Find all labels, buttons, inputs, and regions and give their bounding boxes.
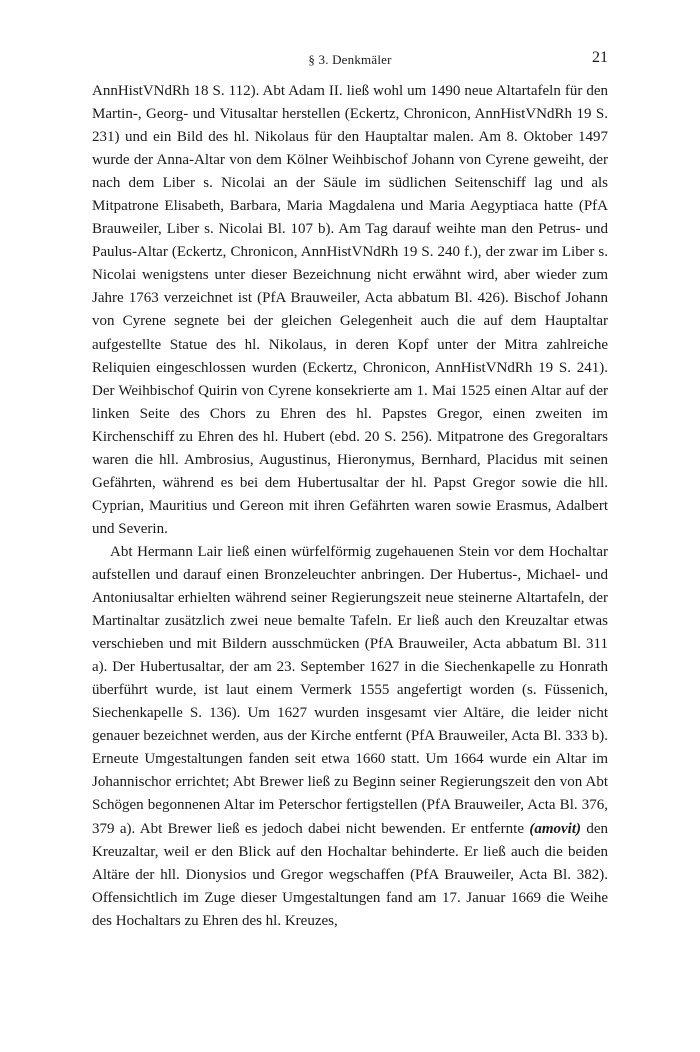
paragraph-2 (92, 541, 608, 933)
emphasized-term-amovit: (amovit) (529, 820, 581, 837)
paragraph-2-text-part-2: den Kreuzaltar, weil er den Blick auf den Hochaltar behinderte. Er ließ auch die beiden Altäre der hll. Dionysios und Gregor wegschaffen (PfA Brauweiler, Acta Bl. 382). Offensichtlich im Zuge dieser Umgestaltungen fand am 17. Januar 1669 die Weihe des Hochaltars zu Ehren des hl. Kreuzes, (92, 820, 608, 929)
paragraph-1-text: AnnHistVNdRh 18 S. 112). Abt Adam II. ließ wohl um 1490 neue Altartafeln für den Martin-, Georg- und Vitusaltar herstellen (Eckertz, Chronicon, AnnHistVNdRh 19 S. 231) und ein Bild des hl. Nikolaus für den Hauptaltar malen. Am 8. Oktober 1497 wurde der Anna-Altar von dem Kölner Weihbischof Johann von Cyrene geweiht, der nach dem Liber s. Nicolai an der Säule im südlichen Seitenschiff lag und als Mitpatrone Elisabeth, Barbara, Maria Magdalena und Maria Aegyptiaca hatte (PfA Brauweiler, Liber s. Nicolai Bl. 107 b). Am Tag darauf weihte man den Petrus- und Paulus-Altar (Eckertz, Chronicon, AnnHistVNdRh 19 S. 240 f.), der zwar im Liber s. Nicolai wenigstens unter dieser Bezeichnung nicht erwähnt wird, aber wieder zum Jahre 1763 verzeichnet ist (PfA Brauweiler, Acta abbatum Bl. 426). Bischof Johann von Cyrene segnete bei der gleichen Gelegenheit auch die auf dem Hauptaltar aufgestellte Statue des hl. Nikolaus, in deren Kopf unter der Mitra zahlreiche Reliquien eingeschlossen wurden (Eckertz, Chronicon, AnnHistVNdRh 19 S. 241). Der Weihbischof Quirin von Cyrene konsekrierte am 1. Mai 1525 einen Altar auf der linken Seite des Chors zu Ehren des hl. Papstes Gregor, einen zweiten im Kirchenschiff zu Ehren des hl. Hubert (ebd. 20 S. 256). Mitpatrone des Gregoraltars waren die hll. Ambrosius, Augustinus, Hieronymus, Bernhard, Placidus mit seinen Gefährten, während es bei dem Hubertusaltar der hl. Papst Gregor sowie die hll. Cyprian, Mauritius und Gereon mit ihren Gefährten waren sowie Erasmus, Adalbert und Severin. (92, 83, 608, 537)
document-page (92, 44, 608, 933)
page-number: 21 (592, 49, 608, 66)
body-text (92, 80, 608, 933)
paragraph-2-text-part-1: Abt Hermann Lair ließ einen würfelförmig zugehauenen Stein vor dem Hochaltar aufstellen und darauf einen Bronzeleuchter anbringen. Der Hubertus-, Michael- und Antoniusaltar erhielten während seiner Regierungszeit neue steinerne Altartafeln, der Martinaltar zusätzlich zwei neue bemalte Tafeln. Er ließ auch den Kreuzaltar etwas verschieben und mit Bildern ausschmücken (PfA Brauweiler, Acta abbatum Bl. 311 a). Der Hubertusaltar, der am 23. September 1627 in die Siechenkapelle zu Honrath überführt wurde, ist laut einem Vermerk 1555 angefertigt worden (s. Füssenich, Siechenkapelle S. 136). Um 1627 wurden insgesamt vier Altäre, die leider nicht genauer bezeichnet werden, aus der Kirche entfernt (PfA Brauweiler, Acta Bl. 333 b). Erneute Umgestaltungen fanden seit etwa 1660 statt. Um 1664 wurde ein Altar im Johannischor errichtet; Abt Brewer ließ zu Beginn seiner Regierungszeit den von Abt Schögen begonnenen Altar im Peterschor fertigstellen (PfA Brauweiler, Acta Bl. 376, 379 a). Abt Brewer ließ es jedoch dabei nicht bewenden. Er entfernte (92, 543, 608, 837)
section-title: § 3. Denkmäler (308, 52, 392, 67)
running-head (92, 44, 608, 70)
paragraph-1 (92, 80, 608, 541)
